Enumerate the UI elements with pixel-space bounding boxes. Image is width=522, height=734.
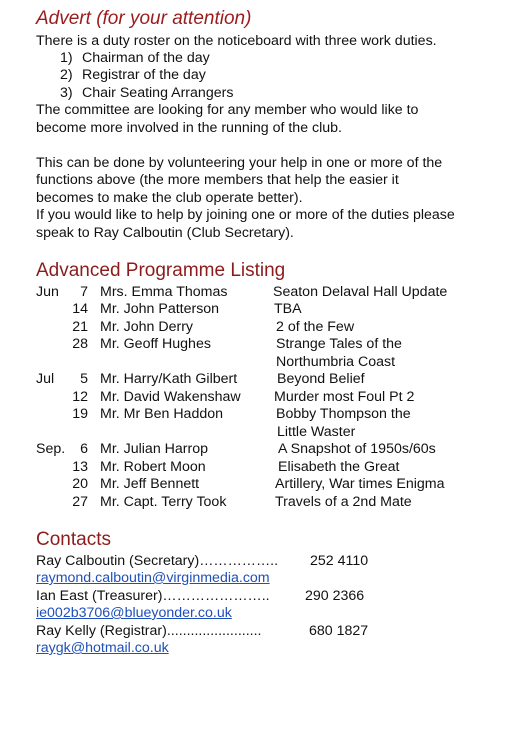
programme-day: 5 bbox=[80, 371, 88, 387]
programme-speaker: Mr. Capt. Terry Took bbox=[100, 494, 227, 510]
contact-label: Ray Kelly (Registrar)........................ bbox=[36, 623, 262, 639]
paragraph-line: speak to Ray Calboutin (Club Secretary). bbox=[36, 225, 294, 241]
advert-intro: There is a duty roster on the noticeboard with three work duties. bbox=[36, 33, 437, 49]
programme-speaker: Mr. Robert Moon bbox=[100, 459, 206, 475]
duty-item-number: 2) bbox=[60, 67, 73, 83]
programme-speaker: Mr. Geoff Hughes bbox=[100, 336, 211, 352]
contact-label: Ray Calboutin (Secretary)…………….. bbox=[36, 553, 279, 569]
contact-email-link[interactable]: raymond.calboutin@virginmedia.com bbox=[36, 570, 270, 586]
duty-item-label: Chairman of the day bbox=[82, 50, 210, 66]
contact-phone: 680 1827 bbox=[309, 623, 369, 639]
programme-day: 7 bbox=[80, 284, 88, 300]
paragraph-line: This can be done by volunteering your help in one or more of the bbox=[36, 155, 443, 171]
programme-day: 27 bbox=[72, 494, 88, 510]
programme-topic-continued: Little Waster bbox=[277, 424, 356, 440]
programme-day: 14 bbox=[72, 301, 88, 317]
programme-speaker: Mrs. Emma Thomas bbox=[100, 284, 228, 300]
duty-item-label: Chair Seating Arrangers bbox=[82, 85, 234, 101]
programme-speaker: Mr. John Derry bbox=[100, 319, 194, 335]
programme-day: 28 bbox=[72, 336, 88, 352]
contact-phone: 290 2366 bbox=[305, 588, 365, 604]
programme-topic: Murder most Foul Pt 2 bbox=[274, 389, 415, 405]
programme-topic: 2 of the Few bbox=[276, 319, 355, 335]
programme-speaker: Mr. Julian Harrop bbox=[100, 441, 209, 457]
paragraph-line: If you would like to help by joining one or more of the duties please bbox=[36, 207, 455, 223]
programme-speaker: Mr. Jeff Bennett bbox=[100, 476, 200, 492]
contacts-heading: Contacts bbox=[36, 529, 111, 550]
duty-item-number: 1) bbox=[60, 50, 73, 66]
programme-speaker: Mr. John Patterson bbox=[100, 301, 220, 317]
paragraph-line: functions above (the more members that help the easier it bbox=[36, 172, 399, 188]
programme-day: 6 bbox=[80, 441, 88, 457]
programme-topic: Seaton Delaval Hall Update bbox=[273, 284, 448, 300]
programme-topic: Artillery, War times Enigma bbox=[275, 476, 445, 492]
programme-speaker: Mr. Mr Ben Haddon bbox=[100, 406, 224, 422]
contact-email-link[interactable]: raygk@hotmail.co.uk bbox=[36, 640, 169, 656]
programme-month: Jun bbox=[36, 284, 59, 300]
programme-speaker: Mr. Harry/Kath Gilbert bbox=[100, 371, 238, 387]
programme-day: 12 bbox=[72, 389, 88, 405]
programme-topic: Strange Tales of the bbox=[276, 336, 402, 352]
programme-day: 21 bbox=[72, 319, 88, 335]
programme-speaker: Mr. David Wakenshaw bbox=[100, 389, 241, 405]
paragraph-line: becomes to make the club operate better). bbox=[36, 190, 303, 206]
contact-email-link[interactable]: ie002b3706@blueyonder.co.uk bbox=[36, 605, 232, 621]
contact-phone: 252 4110 bbox=[310, 553, 369, 569]
programme-topic-continued: Northumbria Coast bbox=[276, 354, 396, 370]
programme-day: 13 bbox=[72, 459, 88, 475]
advert-heading: Advert (for your attention) bbox=[36, 8, 252, 29]
duty-item-number: 3) bbox=[60, 85, 73, 101]
paragraph-line: become more involved in the running of the club. bbox=[36, 120, 343, 136]
programme-month: Sep. bbox=[36, 441, 66, 457]
contact-label: Ian East (Treasurer)………………….. bbox=[36, 588, 270, 604]
duty-item-label: Registrar of the day bbox=[82, 67, 206, 83]
programme-topic: TBA bbox=[274, 301, 302, 317]
paragraph-line: The committee are looking for any member who would like to bbox=[36, 102, 419, 118]
programme-heading: Advanced Programme Listing bbox=[36, 260, 286, 281]
programme-topic: Bobby Thompson the bbox=[276, 406, 411, 422]
programme-topic: A Snapshot of 1950s/60s bbox=[278, 441, 436, 457]
programme-day: 19 bbox=[72, 406, 88, 422]
programme-day: 20 bbox=[72, 476, 88, 492]
programme-topic: Beyond Belief bbox=[277, 371, 365, 387]
programme-topic: Elisabeth the Great bbox=[278, 459, 400, 475]
programme-month: Jul bbox=[36, 371, 55, 387]
programme-topic: Travels of a 2nd Mate bbox=[275, 494, 412, 510]
